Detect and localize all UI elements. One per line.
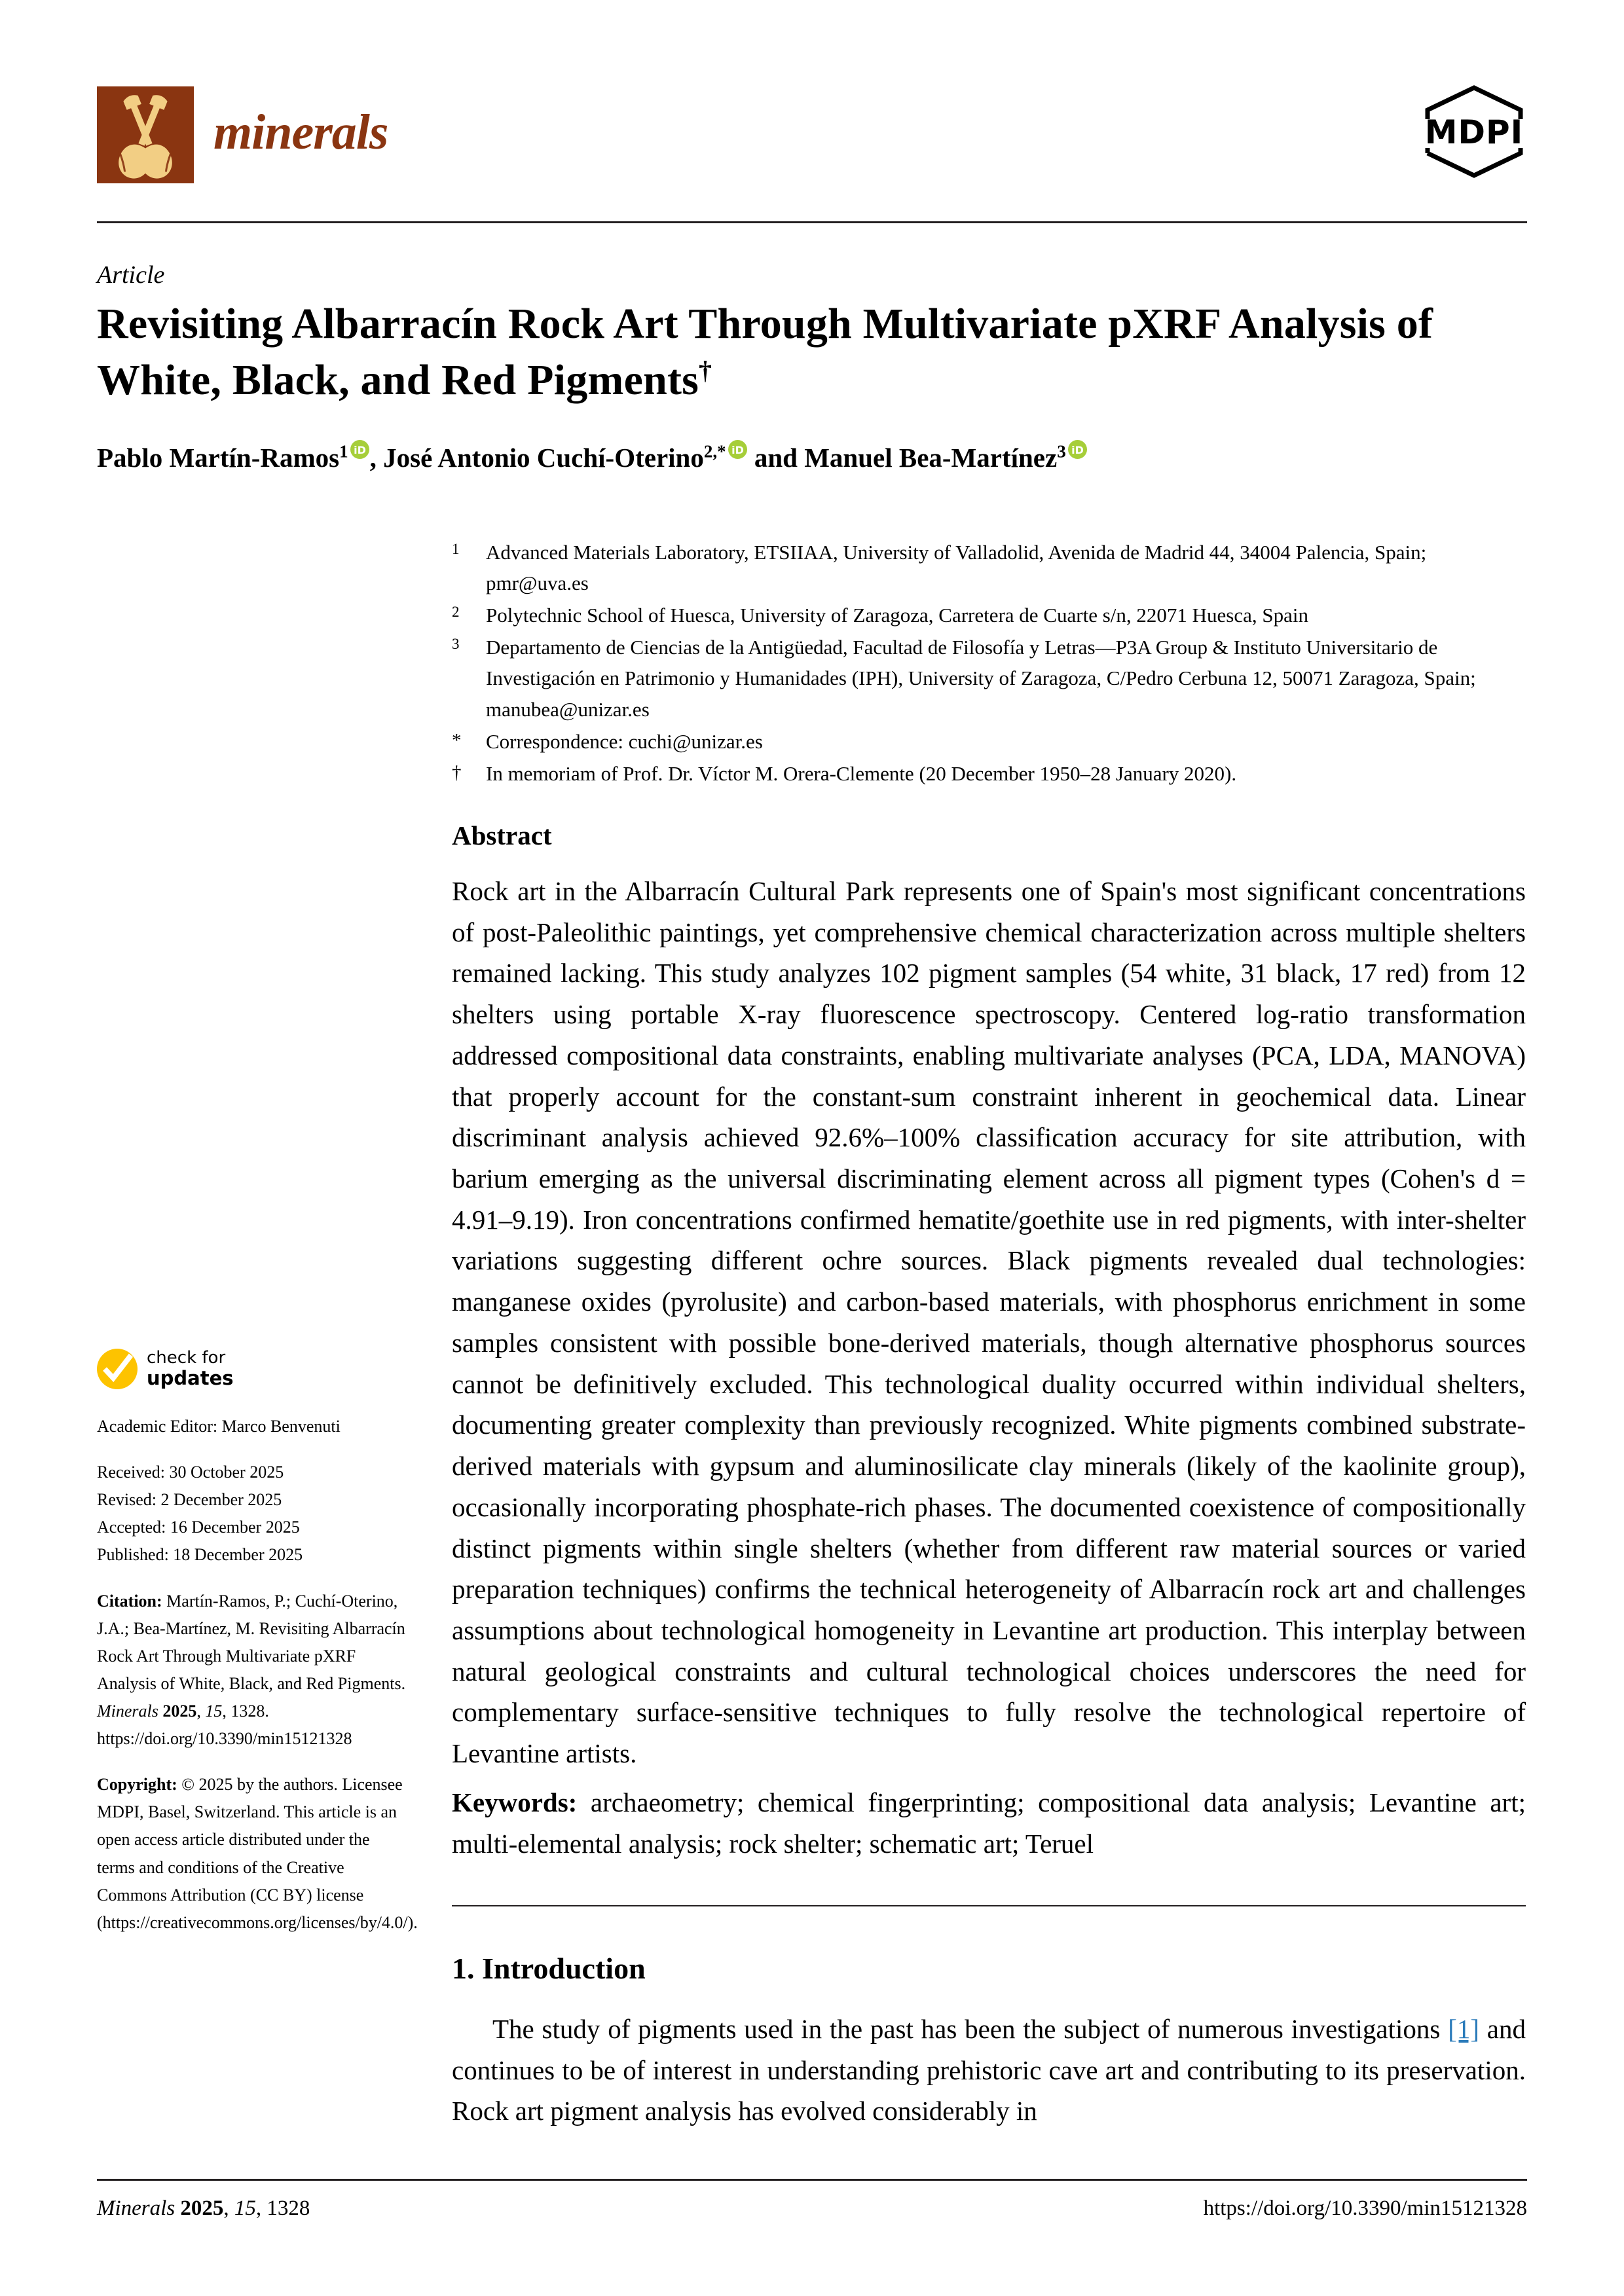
footer-divider [97,2179,1527,2181]
svg-text:MDPI: MDPI [1424,113,1524,151]
intro-text-part2: and continues to be of interest in understanding prehistoric cave art and contributing to its preservation. Rock art pigment analysis has evolved considerably in [452,2014,1526,2126]
copyright-block [97,1771,418,1937]
author-name[interactable]: Manuel Bea-Martínez [804,443,1058,473]
affiliation-mark: 2 [452,604,460,621]
correspondence-item [452,726,1519,757]
orcid-icon[interactable] [350,440,369,459]
checkmark-icon [97,1349,138,1389]
minerals-shovels-logo-icon [97,86,194,183]
footer-citation: Minerals 2025, 15, 1328 [97,2196,310,2220]
page-footer [97,2195,1527,2223]
affiliation-item [452,537,1519,598]
affiliation-item [452,632,1519,724]
affiliation-mark: 3 [452,636,460,653]
citation-journal: Minerals [97,1701,158,1721]
citation-label: Citation: [97,1591,162,1611]
author-separator: and [747,443,805,473]
author-list [97,440,1472,475]
abstract-heading: Abstract [452,820,552,850]
section-divider [452,1905,1526,1906]
copyright-text: © 2025 by the authors. Licensee MDPI, Basel, Switzerland. This article is an open access article distributed under the terms and conditions of the Creative Commons Attribution (CC BY) license (https://creativecommons.org/licenses/by/4.0/). [97,1775,418,1932]
journal-title: minerals [213,105,388,160]
citation-block: Citation: Martín-Ramos, P.; Cuchí-Oterino, J.A.; Bea-Martínez, M. Revisiting Albarracín Rock Art Through Multivariate pXRF Analysis of White, Black, and Red Pigments. Minerals 2025, 15, 1328. https://doi.org/10.3390/min15121328 [97,1591,406,1749]
footer-year: 2025 [180,2196,224,2220]
abstract-text: Rock art in the Albarracín Cultural Park represents one of Spain's most significant concentrations of post-Paleolithic paintings, yet comprehensive chemical characterization across multiple shelters remained lacking. This study analyzes 102 pigment samples (54 white, 31 black, 17 red) from 12 shelters using portable X-ray fluorescence spectroscopy. Centered log-ratio transformation addressed compositional data constraints, enabling multivariate analyses (PCA, LDA, MANOVA) that properly account for the constant-sum constraint inherent in geochemical data. Linear discriminant analysis achieved 92.6%–100% classification accuracy for site attribution, with barium emerging as the universal discriminating element across all pigment types (Cohen's d = 4.91–9.19). Iron concentrations confirmed hematite/goethite use in red pigments, with inter-shelter variations suggesting different ochre sources. Black pigments revealed dual technologies: manganese oxides (pyrolusite) and carbon-based materials, with phosphorus enrichment in some samples consistent with possible bone-derived materials, though alternative phosphorus sources cannot be definitively excluded. This technological duality occurred within individual shelters, documenting greater complexity than previously recognized. White pigments combined substrate-derived materials with gypsum and aluminosilicate clay minerals (likely of the kaolinite group), occasionally incorporating phosphate-rich phases. The documented coexistence of compositionally distinct pigments within single shelters (whether from different raw material sources or varied preparation techniques) confirms the technical heterogeneity of Albarracín rock art and challenges assumptions about technological homogeneity in Levantine art production. This interplay between natural geological constraints and cultural technological choices underscores the need for complementary surface-sensitive techniques to fully resolve the technological repertoire of Levantine artists. [452,876,1526,1769]
copyright-label: Copyright: [97,1775,177,1795]
memoriam-text: In memoriam of Prof. Dr. Víctor M. Orera-Clemente (20 December 1950–28 January 2020). [486,761,1237,785]
correspondence-text: Correspondence: cuchi@unizar.es [486,729,763,753]
date-received: Received: 30 October 2025 [97,1463,284,1482]
sidebar [97,1348,418,1955]
masthead [97,79,1527,190]
reference-link-1[interactable]: [1] [1448,2014,1479,2044]
affiliation-mark: 1 [452,541,460,557]
cfu-line2: updates [147,1367,234,1390]
check-for-updates-label [147,1349,234,1389]
memoriam-mark: † [452,761,462,783]
academic-editor-block [97,1413,408,1440]
svg-text:iD: iD [1071,444,1084,456]
svg-text:iD: iD [353,444,366,456]
author-affil-mark: 2,* [703,441,726,462]
date-revised: Revised: 2 December 2025 [97,1490,282,1510]
date-published: Published: 18 December 2025 [97,1545,303,1565]
page-title [97,296,1452,409]
journal-branding[interactable] [97,86,388,183]
author-separator: , [369,443,384,473]
academic-editor-text: Academic Editor: Marco Benvenuti [97,1417,341,1436]
keywords-label: Keywords: [452,1787,578,1817]
keywords-block [452,1782,1526,1864]
affiliation-text: Departamento de Ciencias de la Antigüedad, Facultad de Filosofía y Letras—P3A Group & Instituto Universitario de Investigación en Patrimonio y Humanidades (IPH), University of Zaragoza, C/Pedro Cerbuna 12, 50071 Zaragoza, Spain; manubea@unizar.es [486,636,1476,721]
title-dagger-mark: † [699,355,712,385]
author-affil-mark: 3 [1057,441,1066,462]
intro-text-part1: The study of pigments used in the past has been the subject of numerous investigations [492,2014,1449,2044]
citation-doi[interactable]: , 1328. https://doi.org/10.3390/min15121328 [97,1701,352,1749]
correspondence-mark: * [452,729,462,751]
author-name[interactable]: Pablo Martín-Ramos [97,443,340,473]
affiliation-text: Advanced Materials Laboratory, ETSIIAA, University of Valladolid, Avenida de Madrid 44, 34004 Palencia, Spain; pmr@uva.es [486,541,1427,595]
title-text: Revisiting Albarracín Rock Art Through Multivariate pXRF Analysis of White, Black, and Red Pigments [97,300,1433,404]
check-for-updates-badge[interactable] [97,1349,408,1389]
footer-doi-link[interactable]: https://doi.org/10.3390/min15121328 [1203,2196,1527,2220]
mdpi-publisher-logo-icon[interactable] [1421,81,1527,179]
publication-dates-block [97,1459,408,1569]
date-accepted: Accepted: 16 December 2025 [97,1518,300,1537]
introduction-paragraph [452,2009,1526,2132]
affiliation-item [452,600,1519,630]
affiliation-list [452,537,1519,790]
footer-volume: 15 [234,2196,256,2220]
keywords-text: archaeometry; chemical fingerprinting; compositional data analysis; Levantine art; multi-elemental analysis; rock shelter; schematic art; Teruel [452,1787,1526,1859]
footer-article-number: , 1328 [255,2196,310,2220]
article-type-label: Article [97,261,165,289]
affiliation-text: Polytechnic School of Huesca, University of Zaragoza, Carretera de Cuarte s/n, 22071 Huesca, Spain [486,604,1308,627]
orcid-icon[interactable] [1068,440,1087,459]
citation-volume: 15 [205,1701,223,1721]
orcid-icon[interactable] [728,440,747,459]
cfu-line1: check for [147,1348,226,1368]
citation-body: Martín-Ramos, P.; Cuchí-Oterino, J.A.; Bea-Martínez, M. Revisiting Albarracín Rock Art Through Multivariate pXRF Analysis of White, Black, and Red Pigments. [97,1591,406,1693]
introduction-heading: 1. Introduction [452,1952,646,1985]
citation-year: 2025 [162,1701,197,1721]
header-divider [97,221,1527,223]
memoriam-item [452,758,1519,789]
footer-journal-name: Minerals [97,2196,175,2220]
author-name[interactable]: José Antonio Cuchí-Oterino [383,443,704,473]
svg-text:iD: iD [731,444,744,456]
author-affil-mark: 1 [339,441,348,462]
